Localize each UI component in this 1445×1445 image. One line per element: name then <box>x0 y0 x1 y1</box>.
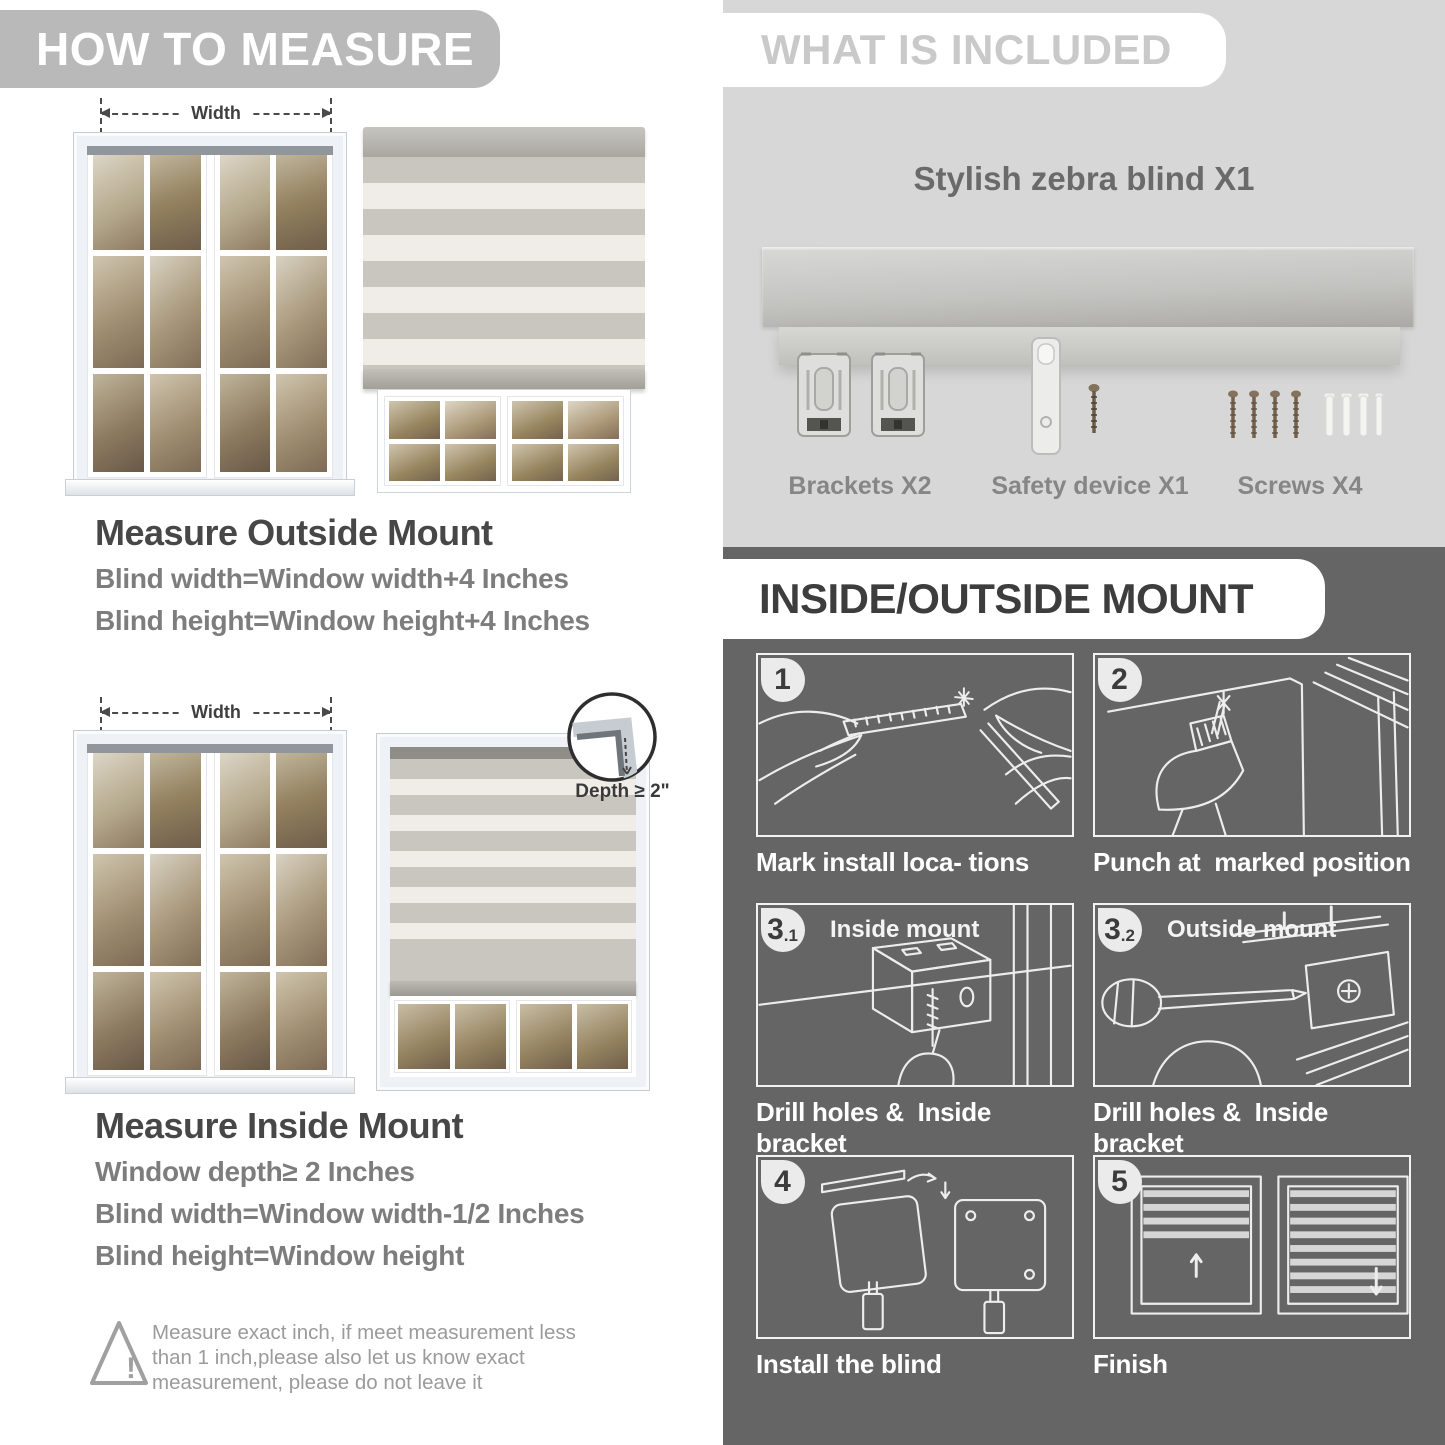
width-label: Width <box>181 702 251 723</box>
warning-exclamation: ! <box>126 1352 136 1385</box>
inside-mount-heading: Measure Inside Mount <box>95 1105 464 1146</box>
how-to-measure-banner <box>0 10 500 88</box>
depth-detail-callout <box>565 690 659 784</box>
step-2-caption: Punch at marked position <box>1093 847 1411 877</box>
warning-line-1: Measure exact inch, if meet measurement less <box>152 1321 576 1344</box>
depth-label: Depth ≥ 2" <box>575 781 670 802</box>
blind-closed-section <box>390 941 636 981</box>
window-sill <box>65 1077 355 1094</box>
blind-bottom-rail <box>390 981 636 996</box>
step-badge: 4 <box>761 1160 805 1204</box>
mount-steps-section <box>723 547 1445 1445</box>
width-label: Width <box>181 103 251 124</box>
width-tick-right <box>330 697 332 733</box>
step-panel-1 <box>756 653 1074 878</box>
window-sill <box>65 479 355 496</box>
window-leaf-right <box>214 744 334 1076</box>
outside-width-formula: Blind width=Window width+4 Inches <box>95 563 569 594</box>
step-4-image <box>756 1155 1074 1339</box>
step-badge: 2 <box>1098 658 1142 702</box>
step-2-image <box>1093 653 1411 837</box>
step-4-caption: Install the blind <box>756 1349 942 1379</box>
blind-bottom-rail <box>363 369 645 389</box>
window-below-blind <box>377 389 631 493</box>
width-tick-right <box>330 98 332 134</box>
window-leaf-right <box>214 146 334 478</box>
step-3-1-title: Inside mount <box>830 916 980 943</box>
step-panel-2 <box>1093 653 1411 878</box>
inside-width-formula: Blind width=Window width-1/2 Inches <box>95 1198 585 1229</box>
safety-screw-icon <box>1088 383 1100 439</box>
magnifier-circle-icon <box>565 690 659 784</box>
step-badge: 3 .1 <box>761 908 805 952</box>
blind-headrail-image <box>762 247 1414 327</box>
outside-mount-heading: Measure Outside Mount <box>95 512 493 553</box>
safety-device-label: Safety device X1 <box>991 472 1189 500</box>
window-photo-outside <box>73 132 347 492</box>
width-arrow-bottom <box>102 702 330 722</box>
bracket-icon <box>869 350 927 442</box>
step-badge: 5 <box>1098 1160 1142 1204</box>
blind-cassette <box>363 127 645 157</box>
window-panes <box>87 146 333 478</box>
step-5-image <box>1093 1155 1411 1339</box>
step-3-2-image <box>1093 903 1411 1087</box>
inside-depth-rule: Window depth≥ 2 Inches <box>95 1156 415 1187</box>
window-top-shade <box>87 146 333 155</box>
step-panel-3-2 <box>1093 903 1411 1159</box>
step-3-2-title: Outside mount <box>1167 916 1337 943</box>
step-1-image <box>756 653 1074 837</box>
window-leaf-left <box>87 146 207 478</box>
warning-triangle-icon <box>88 1316 150 1390</box>
mini-leaf <box>507 396 624 486</box>
step-badge: 1 <box>761 658 805 702</box>
screws-and-anchors-icon <box>1223 390 1383 442</box>
how-to-measure-title: HOW TO MEASURE <box>36 23 475 75</box>
step-3-2-caption: Drill holes & Inside bracket <box>1093 1097 1335 1158</box>
mount-section-banner <box>723 559 1325 639</box>
mini-leaf <box>384 396 501 486</box>
step-5-caption: Finish <box>1093 1349 1168 1379</box>
safety-device-icon <box>1028 336 1064 456</box>
warning-line-3: measurement, please do not leave it <box>152 1371 483 1394</box>
step-panel-4 <box>756 1155 1074 1380</box>
window-below-blind <box>390 996 636 1077</box>
window-leaf-left <box>87 744 207 1076</box>
step-3-1-caption: Drill holes & Inside bracket <box>756 1097 998 1158</box>
screws-label: Screws X4 <box>1237 472 1363 500</box>
outside-height-formula: Blind height=Window height+4 Inches <box>95 605 590 636</box>
window-photo-inside <box>73 730 347 1090</box>
bracket-icon <box>795 350 853 442</box>
brackets-label: Brackets X2 <box>788 472 932 500</box>
blind-fabric-stripes <box>363 157 645 369</box>
step-panel-5 <box>1093 1155 1411 1380</box>
product-name: Stylish zebra blind X1 <box>913 160 1255 197</box>
what-is-included-section <box>723 0 1445 547</box>
step-3-1-image <box>756 903 1074 1087</box>
width-tick-left <box>100 697 102 733</box>
step-badge: 3 .2 <box>1098 908 1142 952</box>
mount-section-title: INSIDE/OUTSIDE MOUNT <box>759 575 1254 622</box>
window-panes <box>87 744 333 1076</box>
what-is-included-title: WHAT IS INCLUDED <box>761 26 1172 73</box>
width-arrow-top <box>102 103 330 123</box>
width-tick-left <box>100 98 102 134</box>
warning-line-2: than 1 inch,please also let us know exact <box>152 1346 525 1369</box>
inside-height-formula: Blind height=Window height <box>95 1240 465 1271</box>
what-is-included-banner <box>723 13 1226 87</box>
zebra-blind-outside-illustration <box>363 127 645 493</box>
step-1-caption: Mark install loca- tions <box>756 847 1030 877</box>
window-top-shade <box>87 744 333 753</box>
step-panel-3-1 <box>756 903 1074 1159</box>
